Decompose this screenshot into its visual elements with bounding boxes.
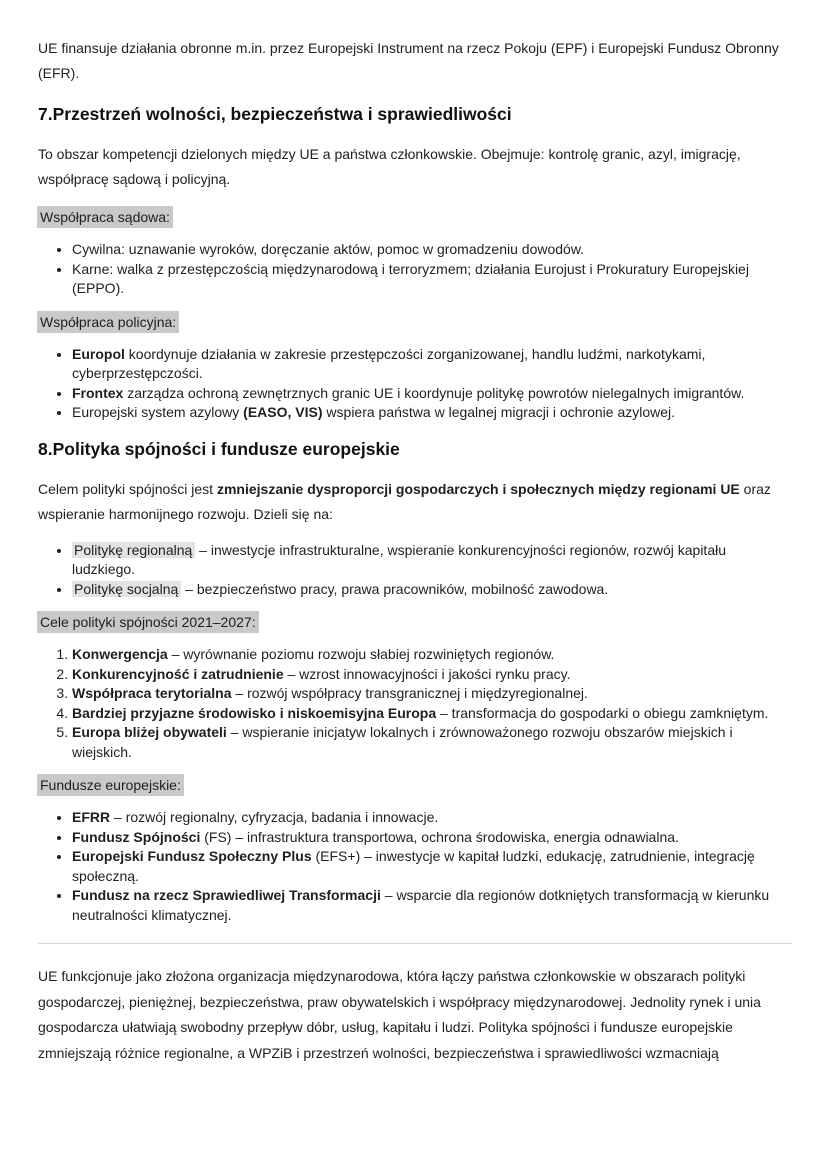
list-item: • Europejski Fundusz Społeczny Plus (EFS+) – inwestycje w kapitał ludzki, edukację, zatrudnienie, integrację społeczną. [72, 847, 792, 886]
list-item: • Europejski system azylowy (EASO, VIS) wspiera państwa w legalnej migracji i ochronie azylowej. [72, 403, 792, 423]
section-7-heading: 7.Przestrzeń wolności, bezpieczeństwa i sprawiedliwości [38, 104, 512, 124]
list-item: • Politykę socjalną – bezpieczeństwo pracy, prawa pracowników, mobilność zawodowa. [72, 580, 792, 600]
judicial-cooperation-label: Współpraca sądowa: [37, 206, 173, 228]
eu-funds-list [38, 808, 792, 925]
list-item: • Fundusz na rzecz Sprawiedliwej Transformacji – wsparcie dla regionów dotkniętych transformacją w kierunku neutralności klimatycznej. [72, 886, 792, 925]
section-8-heading: 8.Polityka spójności i fundusze europejskie [38, 438, 400, 459]
eu-funds-label: Fundusze europejskie: [37, 774, 184, 796]
list-item: • Karne: walka z przestępczością międzynarodową i terroryzmem; działania Eurojust i Prokuratury Europejskiej (EPPO). [72, 260, 792, 299]
list-item: • Cywilna: uznawanie wyroków, doręczanie aktów, pomoc w gromadzeniu dowodów. [72, 240, 792, 260]
list-item: • Politykę regionalną – inwestycje infrastrukturalne, wspieranie konkurencyjności regionów, rozwój kapitału ludzkiego. [72, 541, 792, 580]
intro-paragraph: UE finansuje działania obronne m.in. przez Europejski Instrument na rzecz Pokoju (EPF) i Europejski Fundusz Obronny (EFR). [38, 40, 779, 81]
summary-paragraph: UE funkcjonuje jako złożona organizacja międzynarodowa, która łączy państwa członkowskie w obszarach polityki gospodarczej, pieniężnej, bezpieczeństwa, praw obywatelskich i współpracy międzynarodowej. Jednolity rynek i unia gospodarcza ułatwiają swobodny przepływ dóbr, usług, kapitału i ludzi. Polityka spójności i fundusze europejskie zmniejszają różnice regionalne, a WPZiB i przestrzeń wolności, bezpieczeństwa i sprawiedliwości wzmacniają [38, 968, 761, 1061]
policy-divisions-list [38, 541, 792, 600]
section-divider [38, 943, 792, 944]
police-cooperation-label: Współpraca policyjna: [37, 311, 179, 333]
cohesion-goals-list [38, 645, 792, 762]
list-item: • EFRR – rozwój regionalny, cyfryzacja, badania i innowacje. [72, 808, 792, 828]
list-item: • Fundusz Spójności (FS) – infrastruktura transportowa, ochrona środowiska, energia odnawialna. [72, 828, 792, 848]
section-8-text: Celem polityki spójności jest zmniejszanie dysproporcji gospodarczych i społecznych między regionami UE oraz wspieranie harmonijnego rozwoju. Dzieli się na: [38, 480, 771, 522]
list-item: 5. Europa bliżej obywateli – wspieranie inicjatyw lokalnych i zrównoważonego rozwoju obszarów miejskich i wiejskich. [72, 723, 792, 762]
list-item: 3. Współpraca terytorialna – rozwój współpracy transgranicznej i międzyregionalnej. [72, 684, 792, 704]
document-page [38, 36, 792, 1066]
police-list [38, 345, 792, 423]
list-item: 2. Konkurencyjność i zatrudnienie – wzrost innowacyjności i jakości rynku pracy. [72, 665, 792, 685]
cohesion-goals-label: Cele polityki spójności 2021–2027: [37, 611, 259, 633]
list-item: • Europol koordynuje działania w zakresie przestępczości zorganizowanej, handlu ludźmi, narkotykami, cyberprzestępczości. [72, 345, 792, 384]
judicial-list [38, 240, 792, 299]
list-item: • Frontex zarządza ochroną zewnętrznych granic UE i koordynuje politykę powrotów nielegalnych imigrantów. [72, 384, 792, 404]
section-7-text: To obszar kompetencji dzielonych między UE a państwa członkowskie. Obejmuje: kontrolę granic, azyl, imigrację, współpracę sądową i policyjną. [38, 146, 741, 187]
list-item: 4. Bardziej przyjazne środowisko i niskoemisyjna Europa – transformacja do gospodarki o obiegu zamkniętym. [72, 704, 792, 724]
list-item: 1. Konwergencja – wyrównanie poziomu rozwoju słabiej rozwiniętych regionów. [72, 645, 792, 665]
